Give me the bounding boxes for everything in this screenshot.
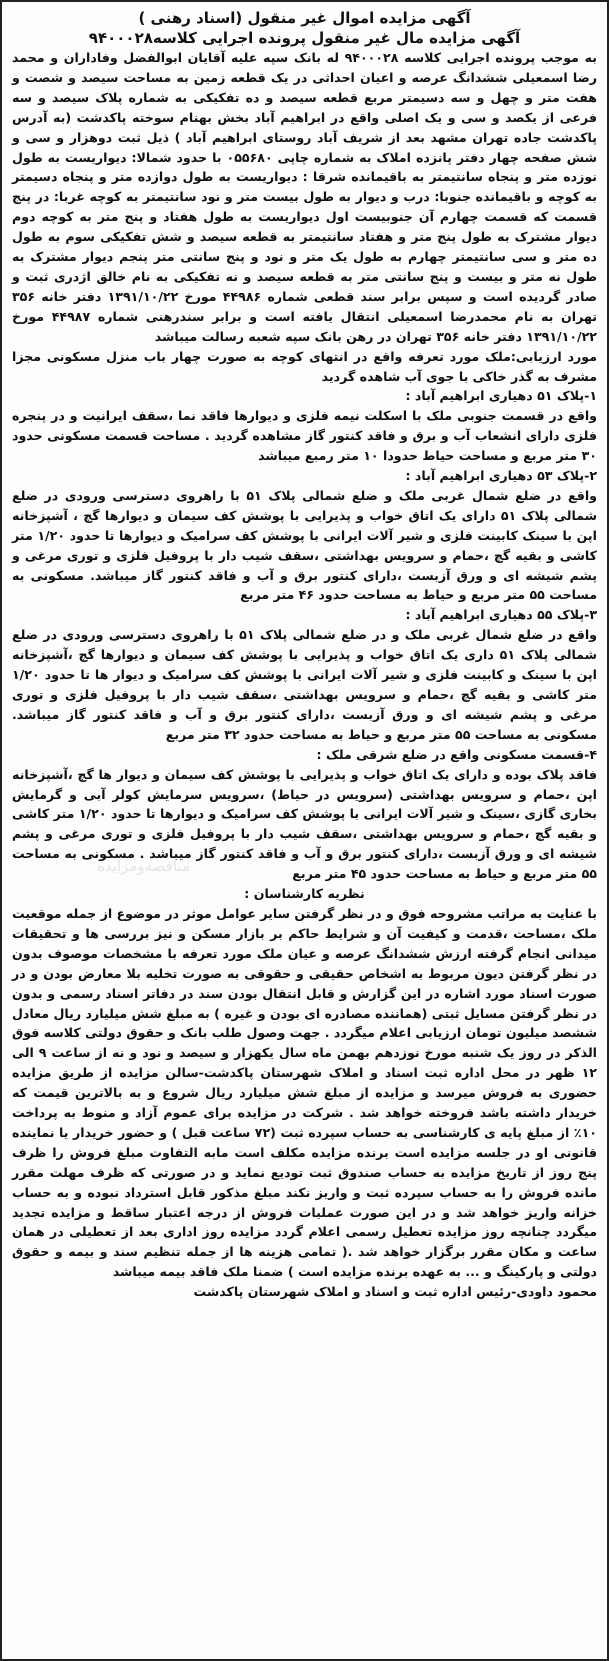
notice-subtitle: آگهی مزایده مال غیر منقول پرونده اجرایی کلاسه۹۴۰۰۰۲۸ <box>88 29 521 47</box>
signature: محمود داودی-رئیس اداره ثبت و اسناد و املاک شهرستان پاکدشت <box>193 1284 597 1300</box>
plot2-text: واقع در ضلع شمال غربی ملک و ضلع شمالی پلاک ۵۱ با راهروی دسترسی ورودی در ضلع شمالی پلاک ۵۱ دارای یک اتاق خواب و پذیرایی با پوشش کف سیمان و دیوارها گچ ، آشپزخانه اپن با سینک کابینت فلزی و شیر آلات ایرانی با پوشش کف سرامیک و دیوارها تا حدود ۱/۲۰ متر کاشی و بقیه گچ ،حمام و سرویس بهداشتی ،سقف شیب دار با پروفیل فلزی و توری مرغی و پشم شیشه ای و ورق آزبست ،دارای کنتور برق و آب و فاقد کنتور گاز میباشد. مسکونی به مساحت ۵۵ متر مربع و حیاط به مساحت حدود ۴۶ متر مربع <box>12 487 598 603</box>
expert-heading: نظریه کارشناسان : <box>244 886 365 902</box>
plot4-text: فاقد پلاک بوده و دارای یک اتاق خواب و پذیرایی با پوشش کف سیمان و دیوار ها گچ ،آشپزخانه اپن ،حمام و سرویس بهداشتی (سرویس در حیاط) ،سرویس سرمایش کولر آبی و گرمایش بخاری گازی ،سینک و شیر آلات ایرانی با پوشش کف سرامیک و دیوارها تا حدود ۱/۲۰ متر کاشی و بقیه گچ ،حمام و سرویس بهداشتی ،سقف شیب دار با پروفیل فلزی و توری مرغی و پشم شیشه ای و ورق آزبست ،دارای کنتور برق و آب و فاقد کنتور گاز میباشد . مسکونی به مساحت ۵۵ متر مربع و حیاط به مساحت حدود ۴۵ متر مربع <box>12 766 597 882</box>
expert-text: با عنایت به مراتب مشروحه فوق و در نظر گرفتن سایر عوامل موثر در موضوع از جمله موقعیت ملک ،مساحت ،قدمت و کیفیت آن و شرایط حاکم بر بازار مسکن و نیز بررسی ها و تحقیقات میدانی انجام گرفته ارزش ششدانگ عرصه و عیان ملک مورد تعرفه با مشخصات موصوف بدون در نظر گرفتن دیون مربوط به اشخاص حقیقی و حقوقی به صورت تخلیه بلا معارض بودن و در صورت اسناد مورد اشاره در این گزارش و قابل انتقال بودن سند در دفاتر اسناد رسمی و بدون در نظر گرفتن مسایل ثبتی (هماننده مصادره ای بودن و غیره ) به مبلغ شش میلیارد ریال معادل ششصد میلیون تومان ارزیابی اعلام میگردد . جهت وصول طلب بانک و حقوق دولتی کلاسه فوق الذکر در روز یک شنبه مورخ نوزدهم بهمن ماه سال یکهزار و سیصد و نود و نه از ساعت ۹ الی ۱۲ ظهر در محل اداره ثبت اسناد و املاک شهرستان پاکدشت-سالن مزایده از طریق مزایده حضوری به فروش میرسد و مزایده از مبلغ شش میلیارد ریال شروع و به بالاترین قیمت که خریدار داشته باشد فروخته خواهد شد . شرکت در مزایده برای عموم آزاد و منوط به پرداخت ۱۰٪ از مبلغ پایه ی کارشناسی به حساب سپرده ثبت (۷۲ ساعت قبل ) و حضور خریدار یا نماینده قانونی او در جلسه مزایده است برنده مزایده مکلف است مابه التفاوت مبلغ فروش را ظرف پنج روز از تاریخ مزایده به حساب صندوق ثبت تودیع نماید و در صورتی که ظرف مهلت مقرر مانده فروش را به حساب سپرده ثبت و واریز نکند مبلغ مذکور قابل استرداد نبوده و به حساب خزانه واریز خواهد شد و در این صورت عملیات فروش از درجه اعتبار ساقط و مزایده تجدید میگردد چنانچه روز مزایده تعطیل رسمی اعلام گردد مزایده روز اداری بعد از تعطیلی در همان ساعت و مکان مقرر برگزار خواهد شد .( تمامی هزینه ها از جمله تنظیم سند و بیمه و حقوق دولتی و پارکینگ و ... به عهده برنده مزایده است ) ضمنا ملک فاقد بیمه میباشد <box>12 905 597 1280</box>
watermark: مناقصه‌ومزایده <box>97 857 190 875</box>
notice-body <box>2 2 607 1306</box>
plot1-text: واقع در قسمت جنوبی ملک با اسکلت نیمه فلزی و دیوارها فاقد نما ،سقف ایرانیت و در پنجره فلزی دارای انشعاب آب و برق و فاقد کنتور گاز مشاهده گردید . مساحت قسمت مسکونی حدود ۳۰ متر مربع و مساحت حیاط حدودا ۱۰ متر رمبع میباشد <box>12 408 597 464</box>
intro-paragraph: به موجب پرونده اجرایی کلاسه ۹۴۰۰۰۲۸ له بانک سپه علیه آقایان ابوالفضل وفاداران و محمد رضا اسمعیلی ششدانگ عرصه و اعیان احداثی در یک قطعه زمین به مساحت سیصد و شصت و هفت متر و چهل و سه دسیمتر مربع قطعه سیصد و ده تفکیکی به شماره پلاک سیصد و سه فرعی از یکصد و سی و یک اصلی واقع در ابراهیم آباد بخش بهنام سوخته پاکدشت (به آدرس پاکدشت جاده تهران مشهد بعد از شریف آباد روستای ابراهیم آباد ) ذیل ثبت دوهزار و سی و شش صفحه چهار دفتر پانزده املاک به شماره چاپی ۰۵۵۶۸۰ با حدود شمالا: دیواریست به طول نوزده متر و پنجاه سانتیمتر به باقیمانده شرقا : دیواریست به طول دوازده متر و پنجاه دسیمتر به کوچه و باقیمانده جنوبا: درب و دیوار به طول بیست متر و نود سانتیمتر به کوچه غربا: در پنج قسمت که قسمت چهارم آن جنوبیست اول دیواریست به طول هفتاد و پنج متر به کوچه دوم دیوار مشترک به طول پنج متر و هفتاد سانتیمتر به قطعه سیصد و شش تفکیکی سوم به طول ده متر و سی سانتیمتر چهارم به طول یک متر و نود و پنج سانتی متر پنجم دیوار مشترک به طول نه متر و بیست و پنج سانتی متر به قطعه سیصد و نه تفکیکی به نام خالق اژدری ثبت و صادر گردیده است و سپس برابر سند قطعی شماره ۴۴۹۸۶ مورخ ۱۳۹۱/۱۰/۲۲ دفتر خانه ۳۵۶ تهران به نام محمدرضا اسمعیلی انتقال یافته است و برابر سندرهنی شماره ۴۴۹۸۷ مورخ ۱۳۹۱/۱۰/۲۲ دفتر خانه ۳۵۶ تهران در رهن بانک سپه شعبه رسالت میباشد <box>12 50 597 344</box>
plot1-heading: ۱-پلاک ۵۱ دهیاری ابراهیم آباد : <box>405 388 597 404</box>
appraisal-subject: مورد ارزیابی:ملک مورد تعرفه واقع در انتهای کوچه به صورت چهار باب منزل مسکونی مجزا مشرف به گذر خاکی با جوی آب شاهده گردید <box>12 348 597 384</box>
plot2-heading: ۲-پلاک ۵۳ دهیاری ابراهیم آباد : <box>405 468 597 484</box>
plot3-heading: ۳-پلاک ۵۵ دهیاری ابراهیم آباد : <box>405 607 597 623</box>
plot3-text: واقع در ضلع شمال غربی ملک و در ضلع شمالی پلاک ۵۱ با راهروی دسترسی ورودی در ضلع شمالی پلاک ۵۱ داری یک اتاق خواب و پذیرایی با پوشش کف سیمان و دیوارها گچ ،آشپزخانه اپن با سینک و کابینت فلزی و شیر آلات ایرانی با پوشش کف سرامیک و دیوار ها تا حدود ۱/۲۰ متر کاشی و بقیه گچ ،حمام و سرویس بهداشتی ،سقف شیب دار با پروفیل فلزی و توری مرغی و پشم شیشه ای و ورق آزبست ،دارای کنتور برق و آب و فاقد کنتور گاز میباشد. مسکونی به مساحت ۵۵ متر مربع و حیاط به مساحت حدود ۳۲ متر مربع <box>12 627 597 742</box>
notice-title: آگهی مزایده اموال غیر منقول (اسناد رهنی ) <box>138 9 471 27</box>
plot4-heading: ۴-قسمت مسکونی واقع در ضلع شرقی ملک : <box>316 746 597 762</box>
